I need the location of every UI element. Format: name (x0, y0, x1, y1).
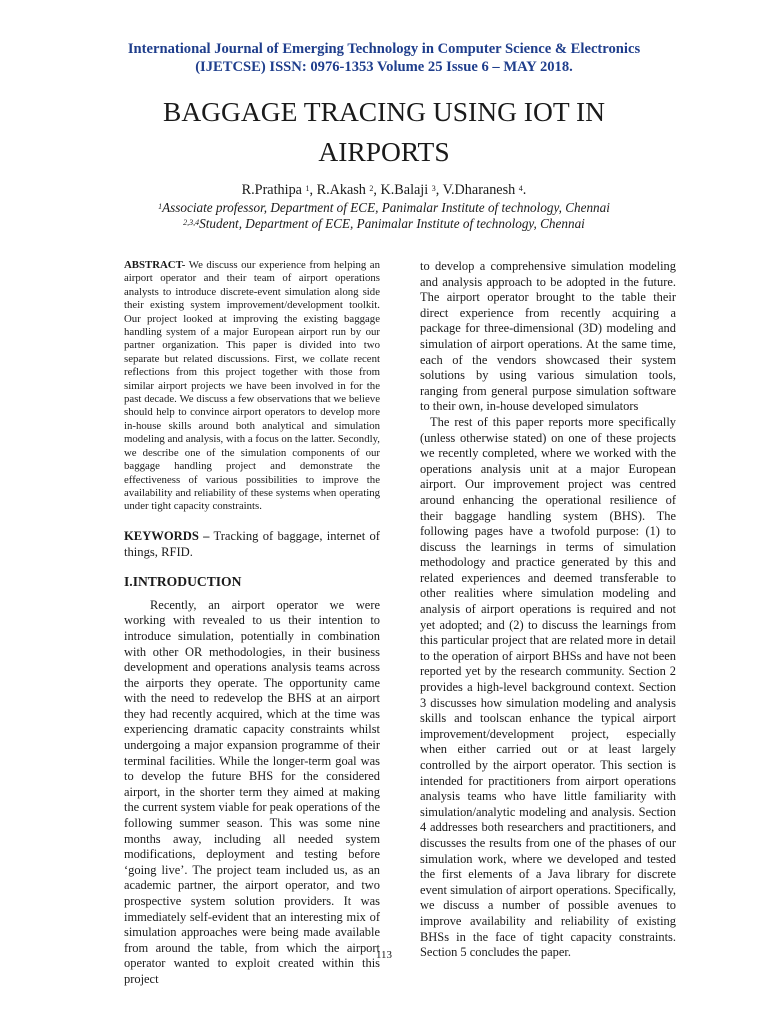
keywords (124, 528, 380, 560)
author-name: R.Akash (316, 182, 366, 198)
keywords-label: KEYWORDS – (124, 528, 210, 543)
journal-header (0, 40, 768, 76)
affiliation (0, 199, 768, 216)
author-list: R.Prathipa $^1$, R.Akash $^2$, K.Balaji $^3$, V.Dharanesh $^4$. (241, 182, 527, 198)
introduction-paragraph-continued: to develop a comprehensive simulation modeling and analysis approach to be adopted in the future. The airport operator brought to the table their direct experience from recently acquiring a package for three-dimensional (3D) modeling and simulation of airport operations. At the same time, each of the vendors showcased their system solutions by using various simulation tools, ranging from general purpose simulation software to their own, in-house developed simulators (420, 259, 676, 414)
title-line-2: AIRPORTS (318, 136, 450, 167)
section-heading-introduction: I.INTRODUCTION (124, 573, 242, 589)
abstract (124, 259, 380, 514)
affiliation (0, 215, 768, 232)
affiliation-sup: 2,3,4 (183, 218, 200, 227)
right-column (420, 259, 676, 961)
affiliation-text: Associate professor, Department of ECE, Panimalar Institute of technology, Chennai (162, 200, 610, 215)
affiliation-sup: 1 (158, 202, 163, 211)
author-sup: 2 (369, 184, 374, 193)
introduction-paragraph: The rest of this paper reports more specifically (unless otherwise stated) on one of these projects we recently completed, where we worked with the operations analysis unit at a major European airport. Our improvement project was centred around enhancing the operational resilience of their baggage handling system (BHS). The following pages have a twofold purpose: (1) to discuss the learnings in terms of simulation methodology and practice generated by this and related experiences and deemed transferable to other realities where simulation modeling and analysis of airport operations is required and not yet adopted; and (2) to discuss the learnings from this particular project that are related more in detail to the operation of airport BHSs and have not been reported yet by the research community. Section 2 provides a high-level background context. Section 3 discusses how simulation modeling and analysis skills and toolscan enhance the typical airport improvement/development project, especially when either carried out or at least largely controlled by the airport operator. This section is intended for practitioners from airport operations analysis teams who have little familiarity with simulation/analytic modeling and analysis. Section 4 addresses both researchers and practitioners, and discusses the results from one of the phases of our simulation work, where we developed and tested the first elements of a Java library for discrete event simulation of airport operations. Specifically, we discuss a number of possible avenues to improve availability and reliability of existing BHSs in the face of tight capacity constraints. Section 5 concludes the paper. (420, 414, 676, 960)
author-name: R.Prathipa (241, 182, 302, 198)
author-name: K.Balaji (380, 182, 429, 198)
keywords-text: Tracking of baggage, internet of things, RFID. (124, 528, 380, 559)
introduction-paragraph: Recently, an airport operator we were working with revealed to us their intention to introduce simulation, potentially in combination with other OR methodologies, in their business development and operations analysis teams across the airports they operate. The opportunity came with the need to redevelop the BHS at an airport they had recently acquired, which at the time was experiencing dramatic capacity constraints whilst undergoing a major expansion programme of their terminal facilities. While the longer-term goal was to develop the future BHS for the considered airport, in the shorter term they aimed at making the current system viable for peak operations of the following summer season. This was some nine months away, including all needed system modifications, deployment and testing before ‘going live’. The project team included us, as an academic partner, the airport operator, and two prospective system solution providers. It was immediately self-evident that an interesting mix of simulation approaches were being made available from around the table, from which the airport operator wanted to exploit created within this project (124, 597, 380, 986)
paper-title (0, 92, 768, 172)
author-sup: 4 (518, 184, 523, 193)
abstract-text: We discuss our experience from helping an airport operator and their team of airport operations analysts to introduce discrete-event simulation along side their existing system improvement/development toolkit. Our project looked at improving the existing baggage handling system of a major European airport run by our partner organization. This paper is divided into two separate but related discussions. First, we collate recent reflections from this project together with those from similar airport projects we have been involved in for the past decade. We discuss a few observations that we believe should help to convince airport operators to develop more in-house skills around both analytical and simulation modeling and analysis, with a focus on the latter. Secondly, we describe one of the simulation components of our baggage handling project and demonstrate the effectiveness of various possibilities to improve the availability and reliability of these systems when operating under tight capacity constraints. (124, 259, 380, 513)
author-sup: 1 (305, 184, 310, 193)
author-sup: 3 (431, 184, 436, 193)
affiliation-text: Student, Department of ECE, Panimalar Institute of technology, Chennai (199, 216, 585, 231)
abstract-label: ABSTRACT- (124, 259, 186, 271)
title-line-1: BAGGAGE TRACING USING IOT IN (162, 96, 606, 127)
left-column (124, 259, 380, 988)
author-name: V.Dharanesh (442, 182, 516, 198)
journal-name: International Journal of Emerging Technology in Computer Science & Electronics (127, 41, 641, 57)
page-number: 113 (375, 949, 393, 961)
journal-issue: (IJETCSE) ISSN: 0976-1353 Volume 25 Issue 6 – MAY 2018. (195, 59, 573, 75)
